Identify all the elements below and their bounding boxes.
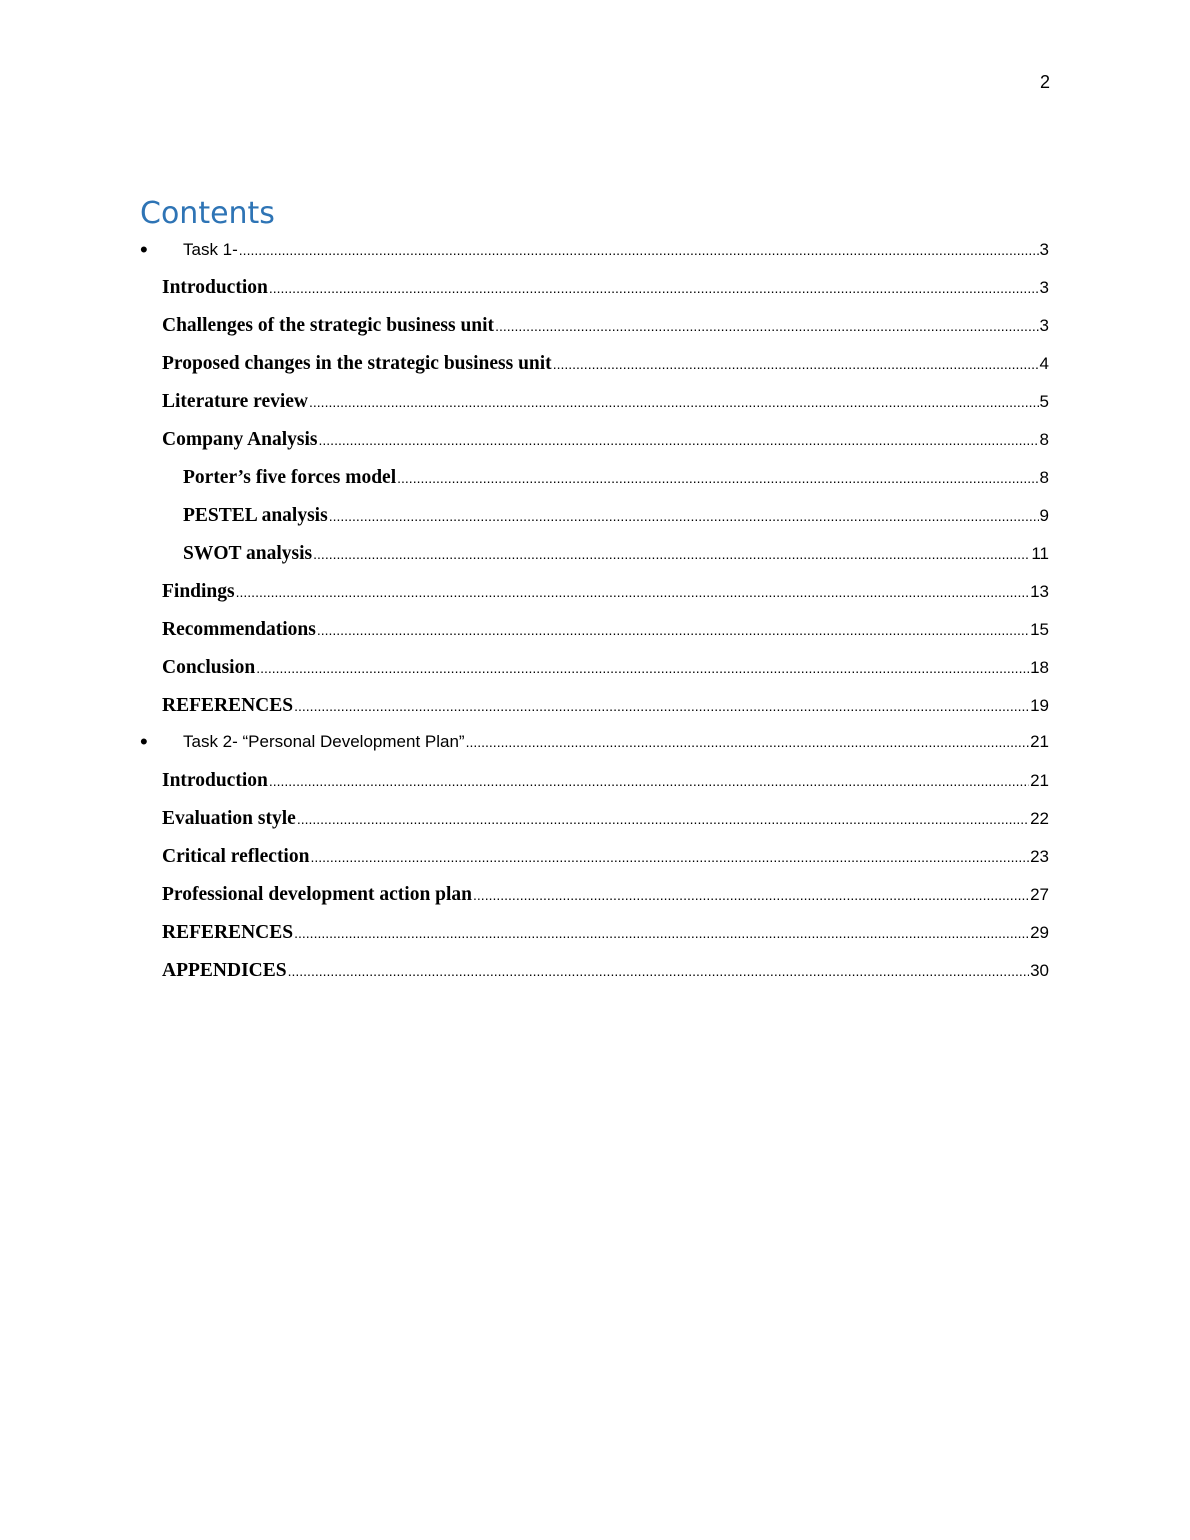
page-number: 2 — [1039, 72, 1050, 92]
toc-entry-evaluation-style[interactable] — [0, 804, 1190, 834]
dot-leader — [236, 577, 1029, 607]
toc-entry-page: 9 — [1039, 506, 1049, 525]
dot-leader — [466, 727, 1030, 757]
toc-entry-page: 13 — [1030, 582, 1049, 601]
toc-entry-findings[interactable] — [0, 577, 1190, 607]
toc-entry-label: Findings — [162, 581, 235, 602]
bullet-icon: • — [140, 237, 148, 262]
dot-leader — [473, 880, 1029, 910]
dot-leader — [317, 615, 1029, 645]
toc-entry-label: Professional development action plan — [162, 884, 473, 905]
dot-leader — [319, 425, 1039, 455]
toc-entry-proposed-changes[interactable] — [0, 349, 1190, 379]
toc-entry-appendices[interactable] — [0, 956, 1190, 986]
toc-entry-page: 18 — [1030, 658, 1049, 677]
toc-entry-label: Company Analysis — [162, 429, 318, 450]
toc-entry-label: Introduction — [162, 770, 268, 791]
toc-entry-page: 5 — [1039, 392, 1049, 411]
toc-entry-page: 22 — [1030, 809, 1049, 828]
toc-entry-introduction-2[interactable] — [0, 766, 1190, 796]
toc-entry-page: 19 — [1030, 696, 1049, 715]
toc-entry-label: Porter’s five forces model — [183, 467, 397, 488]
toc-entry-references-2[interactable] — [0, 918, 1190, 948]
toc-entry-swot-analysis[interactable] — [0, 539, 1190, 569]
dot-leader — [294, 691, 1029, 721]
dot-leader — [288, 956, 1029, 986]
dot-leader — [256, 653, 1029, 683]
toc-entry-references[interactable] — [0, 691, 1190, 721]
dot-leader — [239, 235, 1039, 265]
toc-entry-label: Introduction — [162, 277, 268, 298]
dot-leader — [269, 273, 1039, 303]
toc-entry-page: 29 — [1030, 923, 1049, 942]
toc-entry-label: Task 1- — [183, 240, 238, 259]
toc-entry-challenges[interactable] — [0, 311, 1190, 341]
toc-entry-label: Conclusion — [162, 657, 256, 678]
toc-entry-page: 21 — [1030, 732, 1049, 751]
toc-entry-label: Evaluation style — [162, 808, 296, 829]
toc-entry-page: 23 — [1030, 847, 1049, 866]
toc-entry-company-analysis[interactable] — [0, 425, 1190, 455]
toc-entry-introduction[interactable] — [0, 273, 1190, 303]
toc-entry-label: REFERENCES — [162, 922, 294, 943]
toc-entry-page: 30 — [1030, 961, 1049, 980]
toc-entry-conclusion[interactable] — [0, 653, 1190, 683]
toc-entry-porters-five-forces[interactable] — [0, 463, 1190, 493]
dot-leader — [313, 539, 1030, 569]
toc-entry-action-plan[interactable] — [0, 880, 1190, 910]
toc-entry-label: REFERENCES — [162, 695, 294, 716]
dot-leader — [294, 918, 1029, 948]
toc-entry-page: 8 — [1039, 430, 1049, 449]
toc-entry-page: 8 — [1039, 468, 1049, 487]
dot-leader — [495, 311, 1038, 341]
toc-entry-page: 21 — [1030, 771, 1049, 790]
dot-leader — [329, 501, 1039, 531]
toc-entry-label: Task 2- “Personal Development Plan” — [183, 732, 465, 751]
toc-entry-label: APPENDICES — [162, 960, 287, 981]
dot-leader — [297, 804, 1029, 834]
toc-title: Contents — [140, 196, 275, 231]
toc-entry-label: Proposed changes in the strategic business unit — [162, 353, 552, 374]
dot-leader — [309, 387, 1039, 417]
toc-entry-page: 27 — [1030, 885, 1049, 904]
toc-entry-label: PESTEL analysis — [183, 505, 328, 526]
bullet-icon: • — [140, 729, 148, 754]
toc-entry-label: Literature review — [162, 391, 309, 412]
toc-entry-label: Challenges of the strategic business unit — [162, 315, 495, 336]
toc-entry-task-2[interactable] — [0, 727, 1190, 757]
toc-entry-label: SWOT analysis — [183, 543, 313, 564]
toc-entry-critical-reflection[interactable] — [0, 842, 1190, 872]
toc-entry-label: Recommendations — [162, 619, 316, 640]
dot-leader — [553, 349, 1039, 379]
toc-entry-pestel-analysis[interactable] — [0, 501, 1190, 531]
toc-entry-page: 15 — [1030, 620, 1049, 639]
dot-leader — [269, 766, 1029, 796]
toc-entry-label: Critical reflection — [162, 846, 310, 867]
toc-entry-recommendations[interactable] — [0, 615, 1190, 645]
dot-leader — [310, 842, 1029, 872]
dot-leader — [397, 463, 1038, 493]
toc-entry-task-1[interactable] — [0, 235, 1190, 265]
toc-entry-literature-review[interactable] — [0, 387, 1190, 417]
toc-entry-page: 3 — [1039, 240, 1049, 259]
toc-entry-page: 11 — [1031, 544, 1049, 563]
toc-entry-page: 4 — [1039, 354, 1049, 373]
toc-entry-page: 3 — [1039, 278, 1049, 297]
toc-entry-page: 3 — [1039, 316, 1049, 335]
